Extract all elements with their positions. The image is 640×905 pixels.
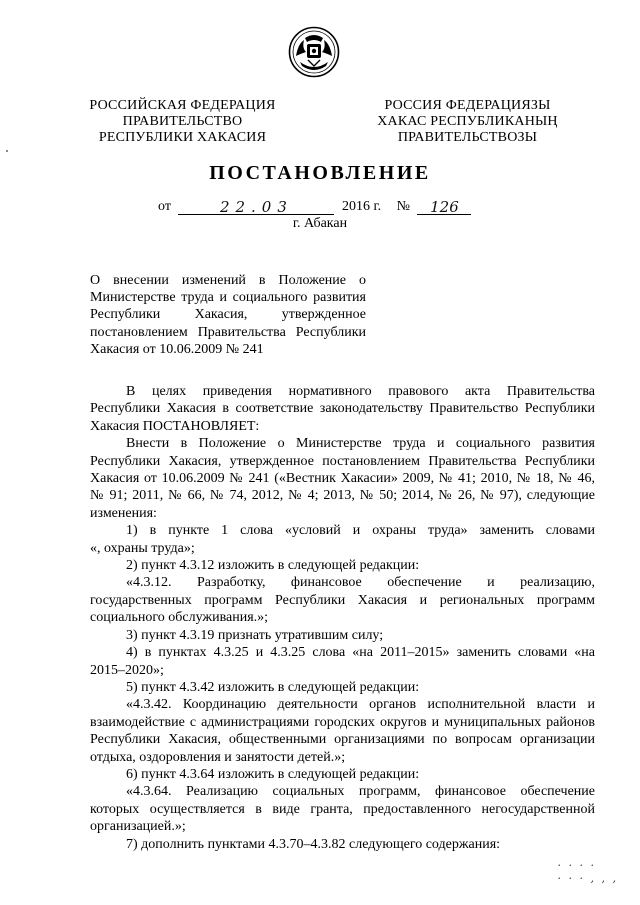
- body-line: 4) в пунктах 4.3.25 и 4.3.25 слова «на 2011–2015» заменить словами «на: [126, 645, 595, 661]
- body-line: изменения:: [90, 505, 157, 521]
- handwritten-number: 126: [417, 198, 471, 215]
- body-line: 6) пункт 4.3.64 изложить в следующей редакции:: [126, 766, 420, 782]
- body-line: 7) дополнить пунктами 4.3.70–4.3.82 следующего содержания:: [126, 836, 501, 852]
- body-line: организацией.»;: [90, 819, 186, 835]
- body-line: «4.3.12. Разработку, финансовое обеспечение и реализацию,: [126, 575, 595, 591]
- body-line: «4.3.42. Координацию деятельности органов исполнительной власти и: [126, 697, 595, 713]
- document-type-title: ПОСТАНОВЛЕНИЕ: [209, 162, 431, 184]
- subject-line: постановлением Правительства Республики: [90, 324, 366, 340]
- body-line: Внести в Положение о Министерстве труда и социального развития: [126, 436, 595, 452]
- body-line: отдыха, оздоровления и занятости детей.»;: [90, 749, 346, 765]
- body-line: Хакасия ПОСТАНОВЛЯЕТ:: [90, 418, 260, 434]
- document-subject: [90, 272, 366, 358]
- issuer-header-khakas: [350, 98, 585, 146]
- header-line: ПРАВИТЕЛЬСТВО: [122, 114, 243, 129]
- header-line: ХАКАС РЕСПУБЛИКАНЫҢ: [377, 114, 558, 129]
- header-line: РОССИЙСКАЯ ФЕДЕРАЦИЯ: [89, 98, 276, 113]
- body-line: В целях приведения нормативного правового акта Правительства: [126, 384, 595, 399]
- year-label: 2016 г.: [341, 199, 382, 214]
- date-number-line: [158, 198, 471, 215]
- body-line: взаимодействие с администрациями городских округов и муниципальных районов: [90, 714, 595, 730]
- subject-line: О внесении изменений в Положение о: [90, 273, 366, 288]
- subject-line: Республики Хакасия, утвержденное: [90, 307, 366, 323]
- body-line: Республики Хакасия в соответствие законодательству Правительство Республики: [90, 401, 595, 417]
- body-line: «4.3.64. Реализацию социальных программ, финансовое обеспечение: [126, 784, 595, 800]
- coat-of-arms-emblem: [288, 26, 340, 78]
- body-line: 3) пункт 4.3.19 признать утратившим силу;: [126, 627, 384, 643]
- header-line: РОССИЯ ФЕДЕРАЦИЯЗЫ: [384, 98, 551, 113]
- body-line: Хакасия от 10.06.2009 № 241 («Вестник Хакасии» 2009, № 41; 2010, № 18, № 46,: [90, 471, 595, 487]
- body-line: Республики Хакасия, общественными организациями по вопросам организации: [90, 732, 595, 748]
- subject-line: Министерстве труда и социального развития: [90, 290, 366, 306]
- city-label: г. Абакан: [292, 216, 348, 231]
- header-line: РЕСПУБЛИКИ ХАКАСИЯ: [98, 130, 267, 145]
- body-line: 2015–2020»;: [90, 662, 164, 678]
- document-body: [90, 383, 595, 853]
- body-line: которых осуществляется в виде гранта, предоставленного негосударственной: [90, 801, 595, 817]
- issuer-header-russian: [70, 98, 295, 146]
- subject-line: Хакасия от 10.06.2009 № 241: [90, 341, 264, 357]
- body-line: государственных программ Республики Хакасия и региональных программ: [90, 592, 595, 608]
- number-sign: №: [396, 199, 410, 214]
- body-line: «, охраны труда»;: [90, 540, 195, 556]
- body-line: Республики Хакасия, утвержденное постановлением Правительства Республики: [90, 453, 595, 469]
- handwritten-date: 22.03: [178, 198, 334, 215]
- body-line: 1) в пункте 1 слова «условий и охраны труда» заменить словами: [126, 523, 595, 539]
- body-line: № 91; 2011, № 66, № 74, 2012, № 4; 2013, № 50; 2014, № 26, № 97), следующие: [90, 488, 595, 504]
- body-line: социального обслуживания.»;: [90, 610, 269, 626]
- body-line: 2) пункт 4.3.12 изложить в следующей редакции:: [126, 558, 420, 574]
- scan-corner-marks: · · · · · · · , , ,: [557, 859, 618, 885]
- date-prefix: от: [158, 199, 171, 214]
- body-line: 5) пункт 4.3.42 изложить в следующей редакции:: [126, 679, 420, 695]
- header-line: ПРАВИТЕЛЬСТВОЗЫ: [397, 130, 538, 145]
- scan-dot: [6, 150, 8, 152]
